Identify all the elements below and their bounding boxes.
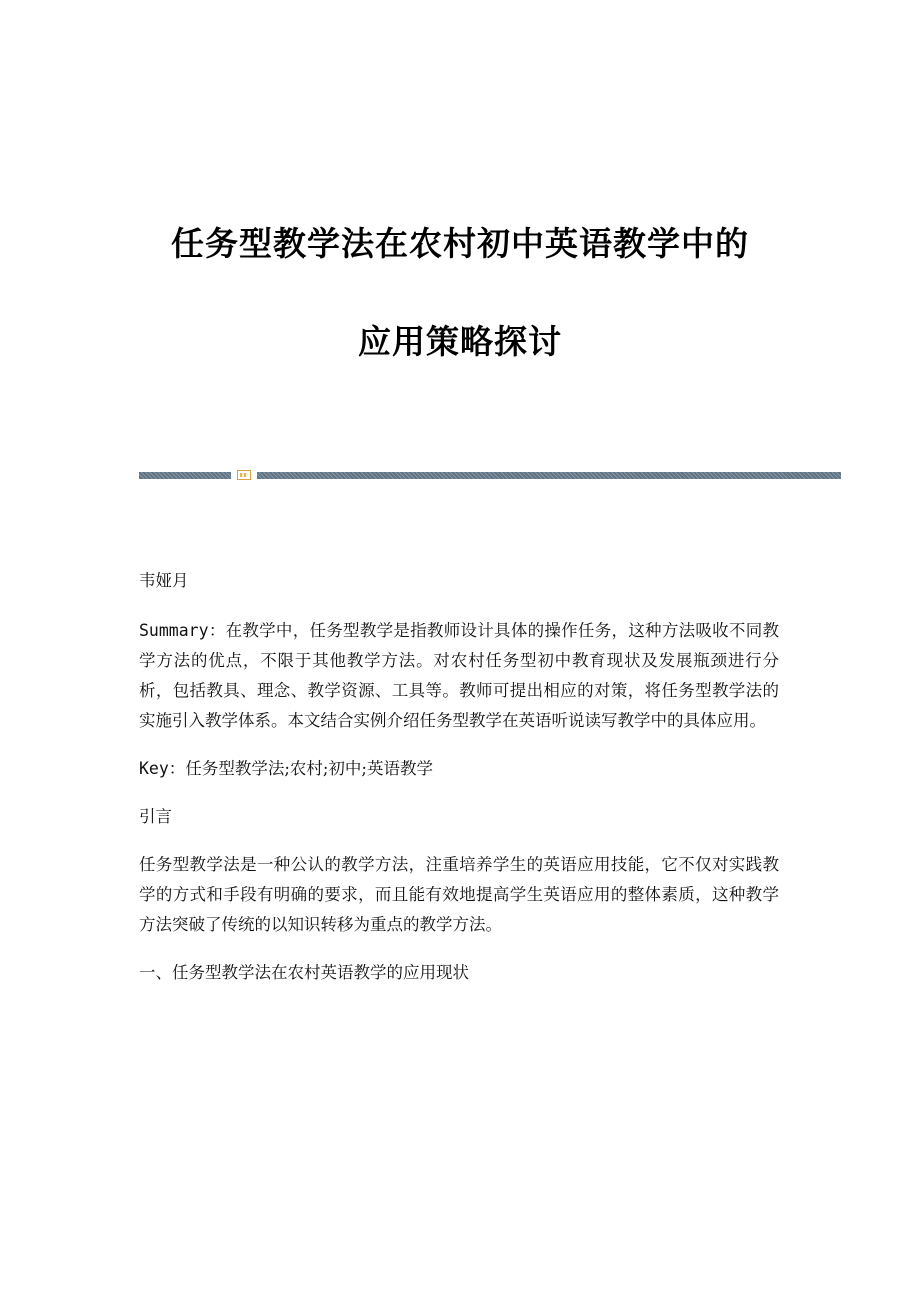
document-body xyxy=(139,566,779,1006)
divider-bar-right xyxy=(257,472,841,479)
document-title-line-2: 应用策略探讨 xyxy=(358,322,562,361)
divider-bar-left xyxy=(139,472,231,479)
keywords-text: 任务型教学法;农村;初中;英语教学 xyxy=(185,759,433,778)
title-divider xyxy=(139,470,841,480)
section-1-heading: 一、任务型教学法在农村英语教学的应用现状 xyxy=(139,963,469,982)
summary-paragraph xyxy=(139,616,779,736)
intro-paragraph: 任务型教学法是一种公认的教学方法，注重培养学生的英语应用技能，它不仅对实践教学的方式和手段有明确的要求，而且能有效地提高学生英语应用的整体素质，这种教学方法突破了传统的以知识转移为重点的教学方法。 xyxy=(139,855,779,934)
keywords-paragraph xyxy=(139,754,779,784)
author-name: 韦娅月 xyxy=(139,571,189,590)
document-title-line-1: 任务型教学法在农村初中英语教学中的 xyxy=(171,224,749,263)
keywords-label: Key： xyxy=(139,759,186,778)
divider-ornament-icon xyxy=(237,470,251,480)
intro-heading: 引言 xyxy=(139,807,172,826)
summary-text: 在教学中，任务型教学是指教师设计具体的操作任务，这种方法吸收不同教学方法的优点，不限于其他教学方法。对农村任务型初中教育现状及发展瓶颈进行分析，包括教具、理念、教学资源、工具等。教师可提出相应的对策，将任务型教学法的实施引入教学体系。本文结合实例介绍任务型教学在英语听说读写教学中的具体应用。 xyxy=(139,621,779,730)
summary-label: Summary： xyxy=(139,621,226,640)
